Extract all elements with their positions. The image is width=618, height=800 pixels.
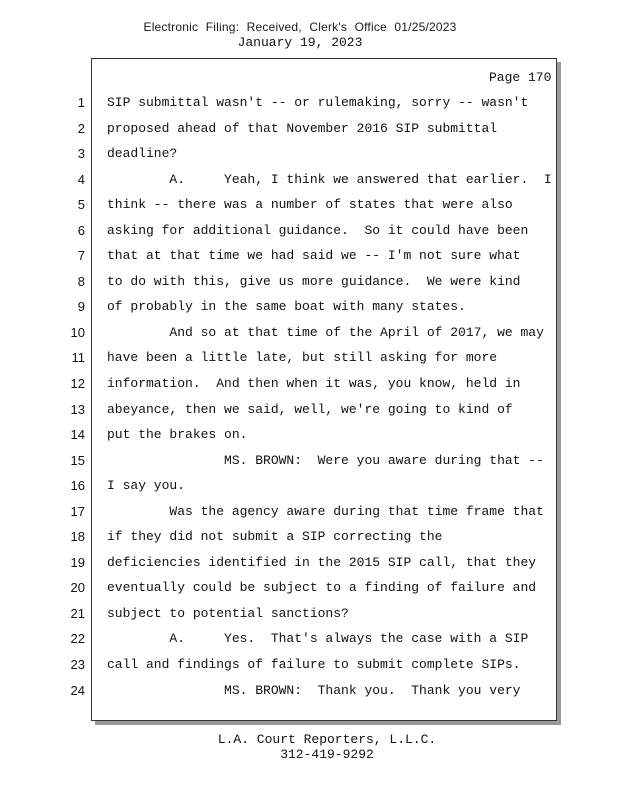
transcript-line: that at that time we had said we -- I'm not sure what <box>107 248 521 264</box>
transcript-line: information. And then when it was, you know, held in <box>107 376 521 392</box>
transcript-line: deficiencies identified in the 2015 SIP call, that they <box>107 554 537 570</box>
transcript-line: SIP submittal wasn't -- or rulemaking, sorry -- wasn't <box>107 95 529 110</box>
line-number: 13 <box>70 401 85 417</box>
transcript-line: eventually could be subject to a finding of failure and <box>107 580 537 596</box>
line-number: 20 <box>70 580 85 596</box>
line-number: 15 <box>70 452 85 468</box>
transcript-line: A. Yes. That's always the case with a SIP <box>107 631 529 647</box>
transcript-line: have been a little late, but still asking for more <box>107 350 498 366</box>
transcript-line: put the brakes on. <box>107 427 248 443</box>
filing-stamp: Electronic Filing: Received, Clerk's Office 01/25/2023 <box>143 20 457 34</box>
line-number: 8 <box>77 273 85 289</box>
transcript-line: deadline? <box>107 146 178 162</box>
transcript-line: MS. BROWN: Thank you. Thank you very <box>107 682 521 698</box>
line-number: 2 <box>77 120 85 136</box>
transcript-line: Was the agency aware during that time frame that <box>107 503 544 519</box>
line-number: 17 <box>70 503 85 519</box>
transcript-line: to do with this, give us more guidance. We were kind <box>107 273 521 289</box>
line-number: 4 <box>77 171 85 187</box>
line-number: 7 <box>77 248 85 264</box>
hearing-date: January 19, 2023 <box>237 35 363 50</box>
line-number: 1 <box>77 95 85 110</box>
transcript-line: if they did not submit a SIP correcting the <box>107 529 443 545</box>
court-reporter-name: L.A. Court Reporters, L.L.C. <box>217 732 437 747</box>
transcript-line: asking for additional guidance. So it could have been <box>107 222 529 238</box>
transcript-line: proposed ahead of that November 2016 SIP submittal <box>107 120 498 136</box>
transcript-line: And so at that time of the April of 2017, we may <box>107 324 544 340</box>
transcript-line: abeyance, then we said, well, we're going to kind of <box>107 401 513 417</box>
line-number: 11 <box>71 350 85 366</box>
transcript-line: I say you. <box>107 478 186 494</box>
line-number: 3 <box>77 146 85 162</box>
transcript-lines <box>107 93 552 706</box>
line-number: 23 <box>70 657 85 673</box>
transcript-line: of probably in the same boat with many states. <box>107 299 466 315</box>
transcript-line: call and findings of failure to submit complete SIPs. <box>107 657 521 673</box>
line-number: 14 <box>70 427 85 443</box>
line-number: 12 <box>70 376 85 392</box>
line-number: 19 <box>70 554 85 570</box>
line-number: 21 <box>70 605 85 621</box>
line-number: 24 <box>70 682 85 698</box>
line-number: 22 <box>70 631 85 647</box>
line-number-column <box>60 93 85 706</box>
line-number: 18 <box>70 529 85 545</box>
transcript-line: MS. BROWN: Were you aware during that -- <box>107 452 544 468</box>
transcript-line: subject to potential sanctions? <box>107 605 349 621</box>
footer <box>0 732 618 762</box>
line-number: 6 <box>77 222 85 238</box>
transcript-line: think -- there was a number of states that were also <box>107 197 513 213</box>
page-number: Page 170 <box>489 70 552 85</box>
line-number: 16 <box>70 478 85 494</box>
court-reporter-phone: 312-419-9292 <box>280 747 374 762</box>
line-number: 10 <box>70 324 85 340</box>
line-number: 9 <box>77 299 85 315</box>
line-number: 5 <box>77 197 85 213</box>
transcript-line: A. Yeah, I think we answered that earlier. I <box>107 171 552 187</box>
